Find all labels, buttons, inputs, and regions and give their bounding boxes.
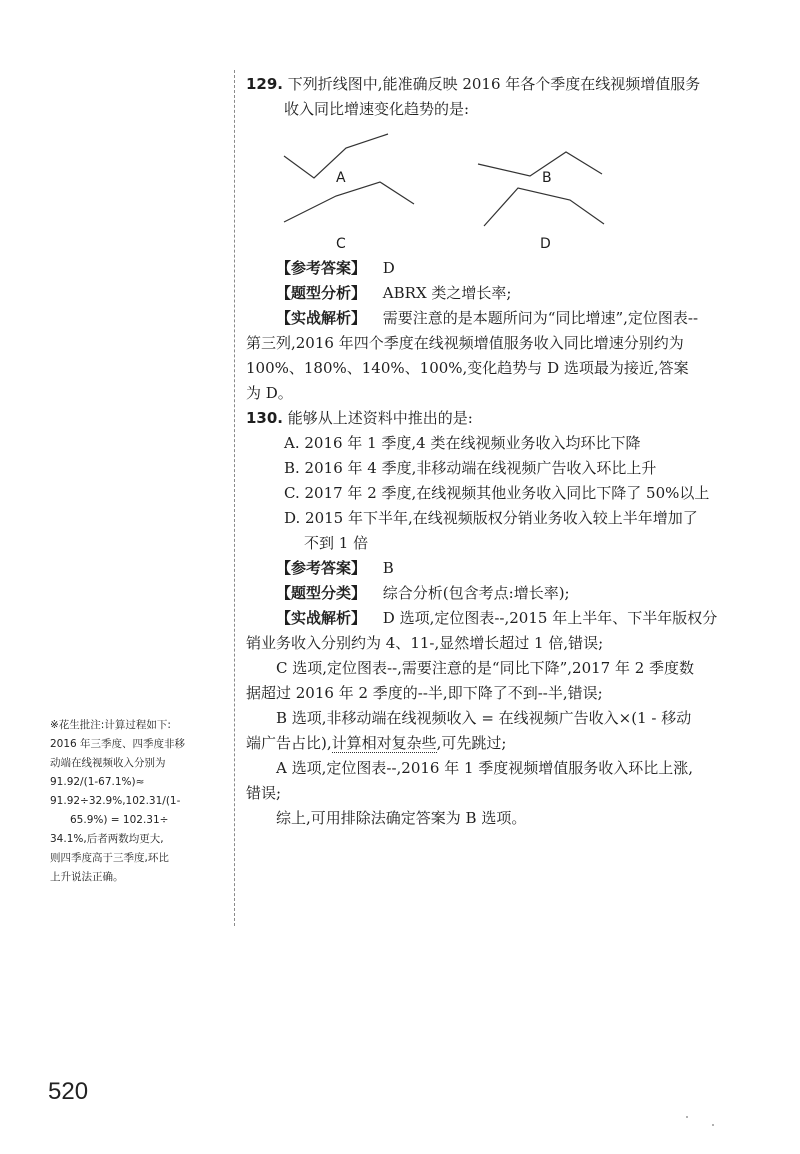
main-content <box>246 72 746 831</box>
q129-option-lines <box>246 128 746 254</box>
option-d-label: D <box>540 236 551 252</box>
option-b-label: B <box>542 170 552 186</box>
analysis-tag: 【实战解析】 <box>276 609 367 627</box>
sidenote-line: 65.9%) = 102.31÷ <box>70 814 169 826</box>
sidenote-line: 2016 年三季度、四季度非移 <box>50 738 186 750</box>
q130-analysis-1: D 选项,定位图表--,2015 年上半年、下半年版权分 <box>382 609 718 627</box>
q130-option-d: D. 2015 年下半年,在线视频版权分销业务收入较上半年增加了 <box>284 509 698 527</box>
q130-analysis-6 <box>246 731 746 756</box>
scan-speck <box>712 1124 714 1126</box>
q129-answer-row <box>246 256 746 281</box>
sidenote-line: 则四季度高于三季度,环比 <box>50 852 169 864</box>
q130-analysis-6-underlined: 计算相对复杂些 <box>331 734 437 752</box>
q129-stem-line2: 收入同比增速变化趋势的是: <box>284 100 470 118</box>
option-d-polyline <box>484 188 604 226</box>
sidenote <box>50 716 228 887</box>
answer-tag: 【参考答案】 <box>276 559 367 577</box>
q129-stem: 下列折线图中,能准确反映 2016 年各个季度在线视频增值服务 <box>287 75 701 93</box>
sidenote-line: 91.92÷32.9%,102.31/(1- <box>50 795 181 807</box>
answer-tag: 【参考答案】 <box>276 259 367 277</box>
type-tag: 【题型分析】 <box>276 284 367 302</box>
q129-type: ABRX 类之增长率; <box>382 284 512 302</box>
sidenote-line: 上升说法正确。 <box>50 871 124 883</box>
q130-analysis-2: 销业务收入分别约为 4、11-,显然增长超过 1 倍,错误; <box>246 634 604 652</box>
q130-type-row <box>246 581 746 606</box>
q130-analysis-6-pre: 端广告占比), <box>246 734 332 752</box>
q130-type: 综合分析(包含考点:增长率); <box>382 584 570 602</box>
option-a-label: A <box>336 170 346 186</box>
sidenote-line: ※花生批注:计算过程如下: <box>50 719 171 731</box>
q129-analysis-3: 100%、180%、140%、100%,变化趋势与 D 选项最为接近,答案 <box>246 359 689 377</box>
q130-analysis-7: A 选项,定位图表--,2016 年 1 季度视频增值服务收入环比上涨, <box>276 759 694 777</box>
option-b-polyline <box>478 152 602 176</box>
q129-type-row <box>246 281 746 306</box>
q130-analysis-3: C 选项,定位图表--,需要注意的是“同比下降”,2017 年 2 季度数 <box>276 659 695 677</box>
q130-analysis-8: 错误; <box>246 784 282 802</box>
sidenote-line: 动端在线视频收入分别为 <box>50 757 166 769</box>
q130-answer-row <box>246 556 746 581</box>
scan-speck <box>686 1116 688 1118</box>
margin-divider <box>234 70 235 926</box>
q129-analysis-row1 <box>246 306 746 331</box>
q130-option-a: A. 2016 年 1 季度,4 类在线视频业务收入均环比下降 <box>284 434 641 452</box>
q129-analysis-2: 第三列,2016 年四个季度在线视频增值服务收入同比增速分别约为 <box>246 334 684 352</box>
page-number: 520 <box>48 1078 89 1105</box>
q129-number: 129. <box>246 75 284 93</box>
q130-stem: 能够从上述资料中推出的是: <box>287 409 473 427</box>
sidenote-line: 34.1%,后者两数均更大, <box>50 833 164 845</box>
q130-analysis-5: B 选项,非移动端在线视频收入 = 在线视频广告收入×(1 - 移动 <box>276 709 692 727</box>
q130-analysis-6-post: ,可先跳过; <box>436 734 507 752</box>
q130-analysis-4: 据超过 2016 年 2 季度的--半,即下降了不到--半,错误; <box>246 684 603 702</box>
q129-analysis-4: 为 D。 <box>246 384 293 402</box>
analysis-tag: 【实战解析】 <box>276 309 367 327</box>
option-c-label: C <box>336 236 346 252</box>
type-tag: 【题型分类】 <box>276 584 367 602</box>
q130-answer: B <box>382 559 394 577</box>
sidenote-line: 91.92/(1-67.1%)≈ <box>50 776 145 788</box>
q129-analysis-1: 需要注意的是本题所问为“同比增速”,定位图表-- <box>382 309 699 327</box>
q129-option-charts <box>246 128 746 254</box>
option-c-polyline <box>284 182 414 222</box>
q130-analysis-row1 <box>246 606 746 631</box>
q130-analysis-9: 综上,可用排除法确定答案为 B 选项。 <box>276 809 527 827</box>
q130-stem-line <box>246 406 746 431</box>
q130-number: 130. <box>246 409 284 427</box>
q129-answer: D <box>382 259 395 277</box>
q130-option-b: B. 2016 年 4 季度,非移动端在线视频广告收入环比上升 <box>284 459 657 477</box>
q129-stem-line1 <box>246 72 746 97</box>
q130-option-c: C. 2017 年 2 季度,在线视频其他业务收入同比下降了 50%以上 <box>284 484 710 502</box>
q130-option-d-cont: 不到 1 倍 <box>304 534 369 552</box>
